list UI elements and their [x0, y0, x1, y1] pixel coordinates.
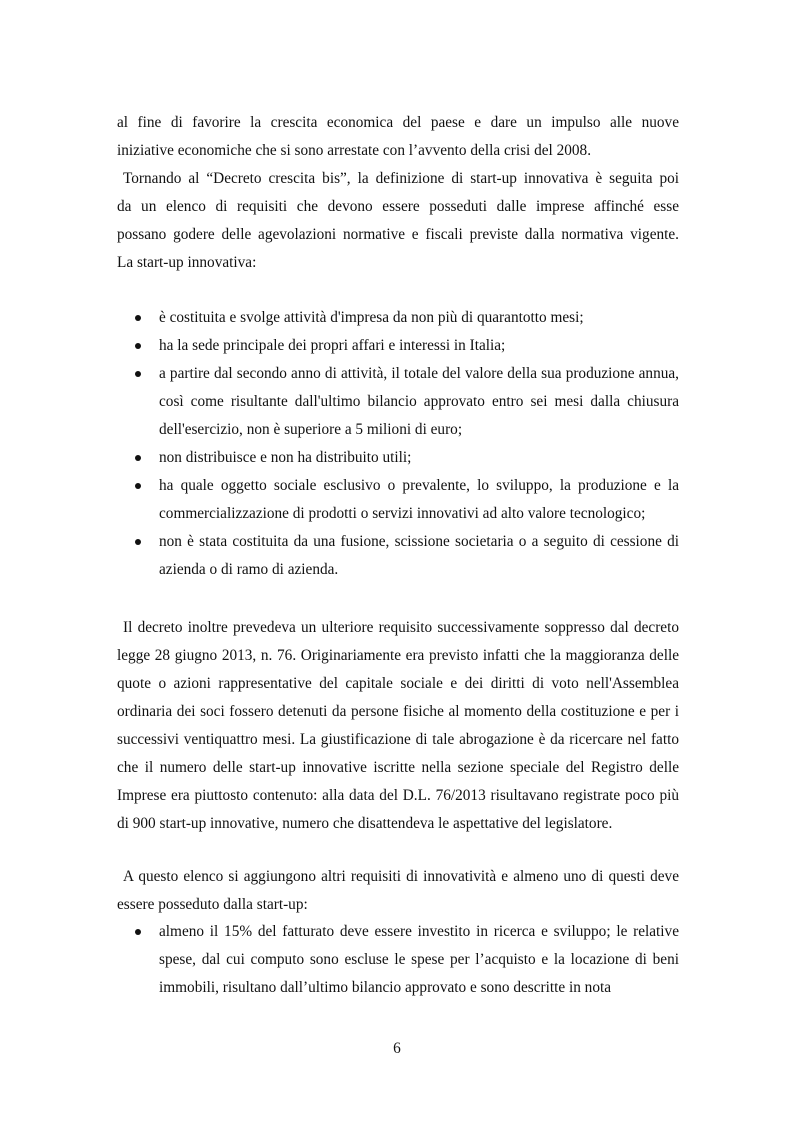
list-item: [117, 472, 679, 528]
requirements-list: [117, 304, 679, 584]
list-item-text: a partire dal secondo anno di attività, il totale del valore della sua produzione annua, così come risultante dall'ultimo bilancio approvato entro sei mesi dalla chiusura dell'esercizio, non è superiore a 5 milioni di euro;: [159, 365, 679, 438]
list-item-text: almeno il 15% del fatturato deve essere investito in ricerca e sviluppo; le relative spese, dal cui computo sono escluse le spese per l’acquisto e la locazione di beni immobili, risultano dall’ultimo bilancio approvato e sono descritte in nota: [159, 923, 679, 996]
list-item: [117, 918, 679, 1002]
list-item-text: ha la sede principale dei propri affari e interessi in Italia;: [159, 337, 506, 354]
bullet-icon: [135, 371, 141, 377]
page-number: 6: [393, 1040, 401, 1057]
intro-line: al fine di favorire la crescita economica del paese e dare un impulso alle nuove: [117, 114, 679, 131]
list-item-text: ha quale oggetto sociale esclusivo o prevalente, lo sviluppo, la produzione e la commercializzazione di prodotti o servizi innovativi ad alto valore tecnologico;: [159, 477, 679, 522]
bullet-icon: [135, 315, 141, 321]
list-item: [117, 304, 679, 332]
list-item-text: non è stata costituita da una fusione, scissione societaria o a seguito di cessione di azienda o di ramo di azienda.: [159, 533, 679, 578]
list-item: [117, 360, 679, 444]
intro-line: possano godere delle agevolazioni normative e fiscali previste dalla normativa vigente.: [117, 226, 679, 243]
innovation-paragraph: A questo elenco si aggiungono altri requisiti di innovatività e almeno uno di questi deve essere posseduto dalla start-up:: [117, 868, 679, 913]
innovation-requirements-list: [117, 918, 679, 1002]
list-item-text: è costituita e svolge attività d'impresa da non più di quarantotto mesi;: [159, 309, 584, 326]
bullet-icon: [135, 929, 141, 935]
bullet-icon: [135, 455, 141, 461]
bullet-icon: [135, 343, 141, 349]
list-item: [117, 332, 679, 360]
intro-line: iniziative economiche che si sono arrestate con l’avvento della crisi del 2008.: [117, 142, 592, 159]
decree-paragraph: Il decreto inoltre prevedeva un ulteriore requisito successivamente soppresso dal decreto legge 28 giugno 2013, n. 76. Originariamente era previsto infatti che la maggioranza delle quote o azioni rappresentative del capitale sociale e dei diritti di voto nell'Assemblea ordinaria dei soci fossero detenuti da persone fisiche al momento della costituzione e per i successivi ventiquattro mesi. La giustificazione di tale abrogazione è da ricercare nel fatto che il numero delle start-up innovative iscritte nella sezione speciale del Registro delle Imprese era piuttosto contenuto: alla data del D.L. 76/2013 risultavano registrate poco più di 900 start-up innovative, numero che disattendeva le aspettative del legislatore.: [117, 619, 679, 832]
intro-paragraph: [117, 109, 679, 283]
list-item: [117, 444, 679, 472]
list-item-text: non distribuisce e non ha distribuito utili;: [159, 449, 412, 466]
intro-line: da un elenco di requisiti che devono essere posseduti dalle imprese affinché esse: [117, 198, 679, 215]
bullet-icon: [135, 539, 141, 545]
bullet-icon: [135, 483, 141, 489]
intro-line: Tornando al “Decreto crescita bis”, la definizione di start-up innovativa è seguita poi: [123, 170, 679, 187]
intro-line: La start-up innovativa:: [117, 254, 257, 271]
list-item: [117, 528, 679, 584]
